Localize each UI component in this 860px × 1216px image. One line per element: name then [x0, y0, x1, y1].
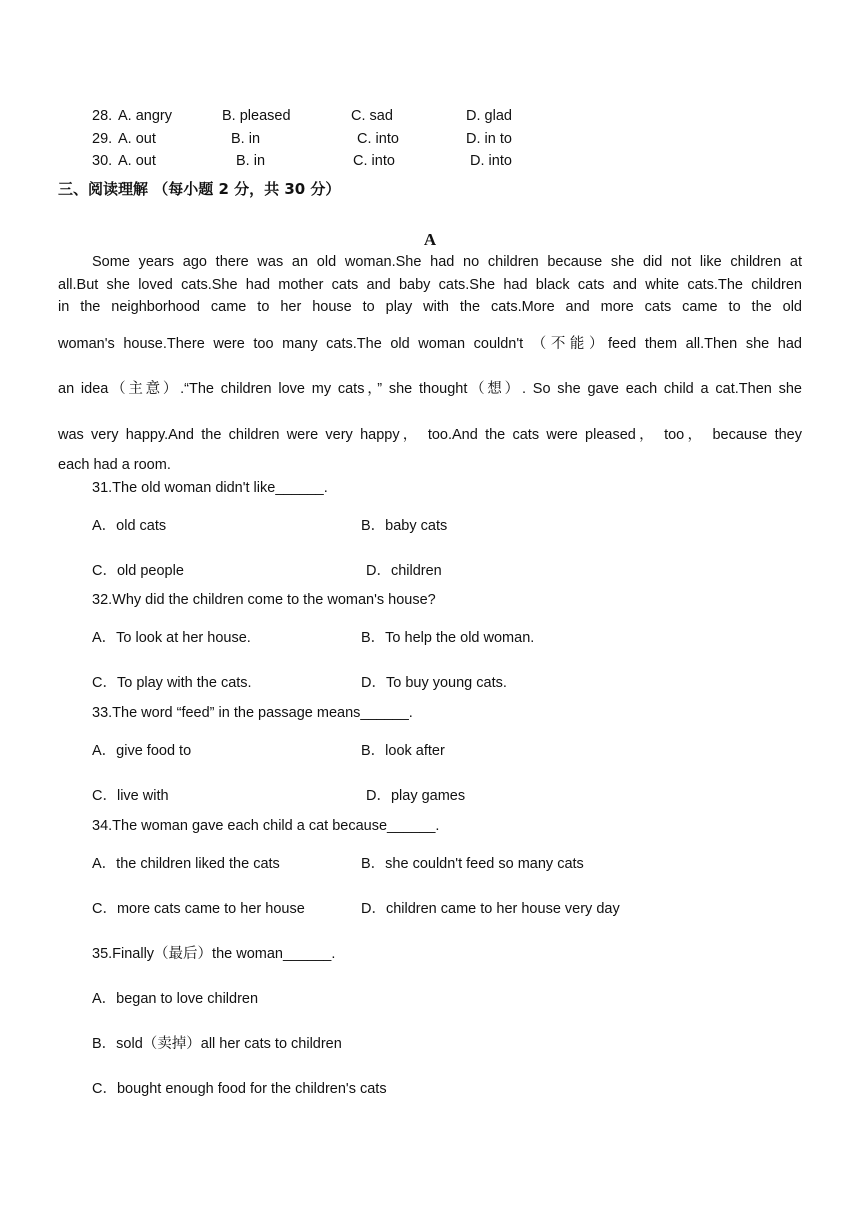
question-stem: 32.Why did the children come to the woman's house? [92, 592, 436, 608]
option-b: B．baby cats [361, 518, 448, 534]
question-number: 30. [92, 153, 113, 169]
option-d: D. into [470, 153, 512, 169]
passage-line: was very happy.And the children were very happy， too.And the cats were pleased， too， because they [58, 427, 802, 443]
option-c: C. into [357, 131, 399, 147]
option-a: A. out [118, 153, 156, 169]
option-a: A．the children liked the cats [92, 856, 280, 872]
option-b: B．sold（卖掉）all her cats to children [92, 1036, 342, 1052]
option-b: B. in [231, 131, 261, 147]
option-a: A．To look at her house. [92, 630, 251, 646]
passage-line: Some years ago there was an old woman.She had no children because she did not like children at [92, 254, 802, 270]
option-b: B．look after [361, 743, 445, 759]
passage-line: woman's house.There were too many cats.The old woman couldn't （不能）feed them all.Then she had [58, 336, 802, 352]
option-c: C．To play with the cats. [92, 675, 252, 691]
question-stem: 31.The old woman didn't like______. [92, 480, 328, 496]
option-b: B．she couldn't feed so many cats [361, 856, 584, 872]
option-d: D．play games [366, 788, 466, 804]
option-a: A．old cats [92, 518, 167, 534]
option-c: C. into [353, 153, 395, 169]
option-d: D．To buy young cats. [361, 675, 507, 691]
option-d: D. glad [466, 108, 512, 124]
option-d: D．children came to her house very day [361, 901, 620, 917]
option-b: B．To help the old woman. [361, 630, 535, 646]
option-d: D．children [366, 563, 442, 579]
passage-line: in the neighborhood came to her house to play with the cats.More and more cats came to the old [58, 299, 802, 315]
option-a: A. out [118, 131, 156, 147]
option-d: D. in to [466, 131, 512, 147]
option-b: B. pleased [222, 108, 291, 124]
option-b: B. in [236, 153, 266, 169]
question-stem: 34.The woman gave each child a cat because______. [92, 818, 440, 834]
option-c: C．more cats came to her house [92, 901, 305, 917]
passage-line: an idea（主意）.“The children love my cats，” she thought（想）. So she gave each child a cat.Then she [58, 381, 802, 397]
question-number: 29. [92, 131, 113, 147]
question-stem: 35.Finally（最后）the woman______. [92, 946, 336, 962]
option-c: C. sad [351, 108, 393, 124]
passage-title: A [423, 230, 437, 249]
question-number: 28. [92, 108, 113, 124]
option-a: A. angry [118, 108, 172, 124]
option-c: C．bought enough food for the children's cats [92, 1081, 387, 1097]
option-c: C．old people [92, 563, 184, 579]
passage-line: all.But she loved cats.She had mother cats and baby cats.She had black cats and white cats.The children [58, 277, 802, 293]
option-a: A．give food to [92, 743, 192, 759]
option-a: A．began to love children [92, 991, 259, 1007]
option-c: C．live with [92, 788, 169, 804]
question-stem: 33.The word “feed” in the passage means______. [92, 705, 413, 721]
section-heading: 三、阅读理解 （每小题 2 分，共 30 分） [58, 180, 341, 198]
passage-line: each had a room. [58, 457, 171, 473]
